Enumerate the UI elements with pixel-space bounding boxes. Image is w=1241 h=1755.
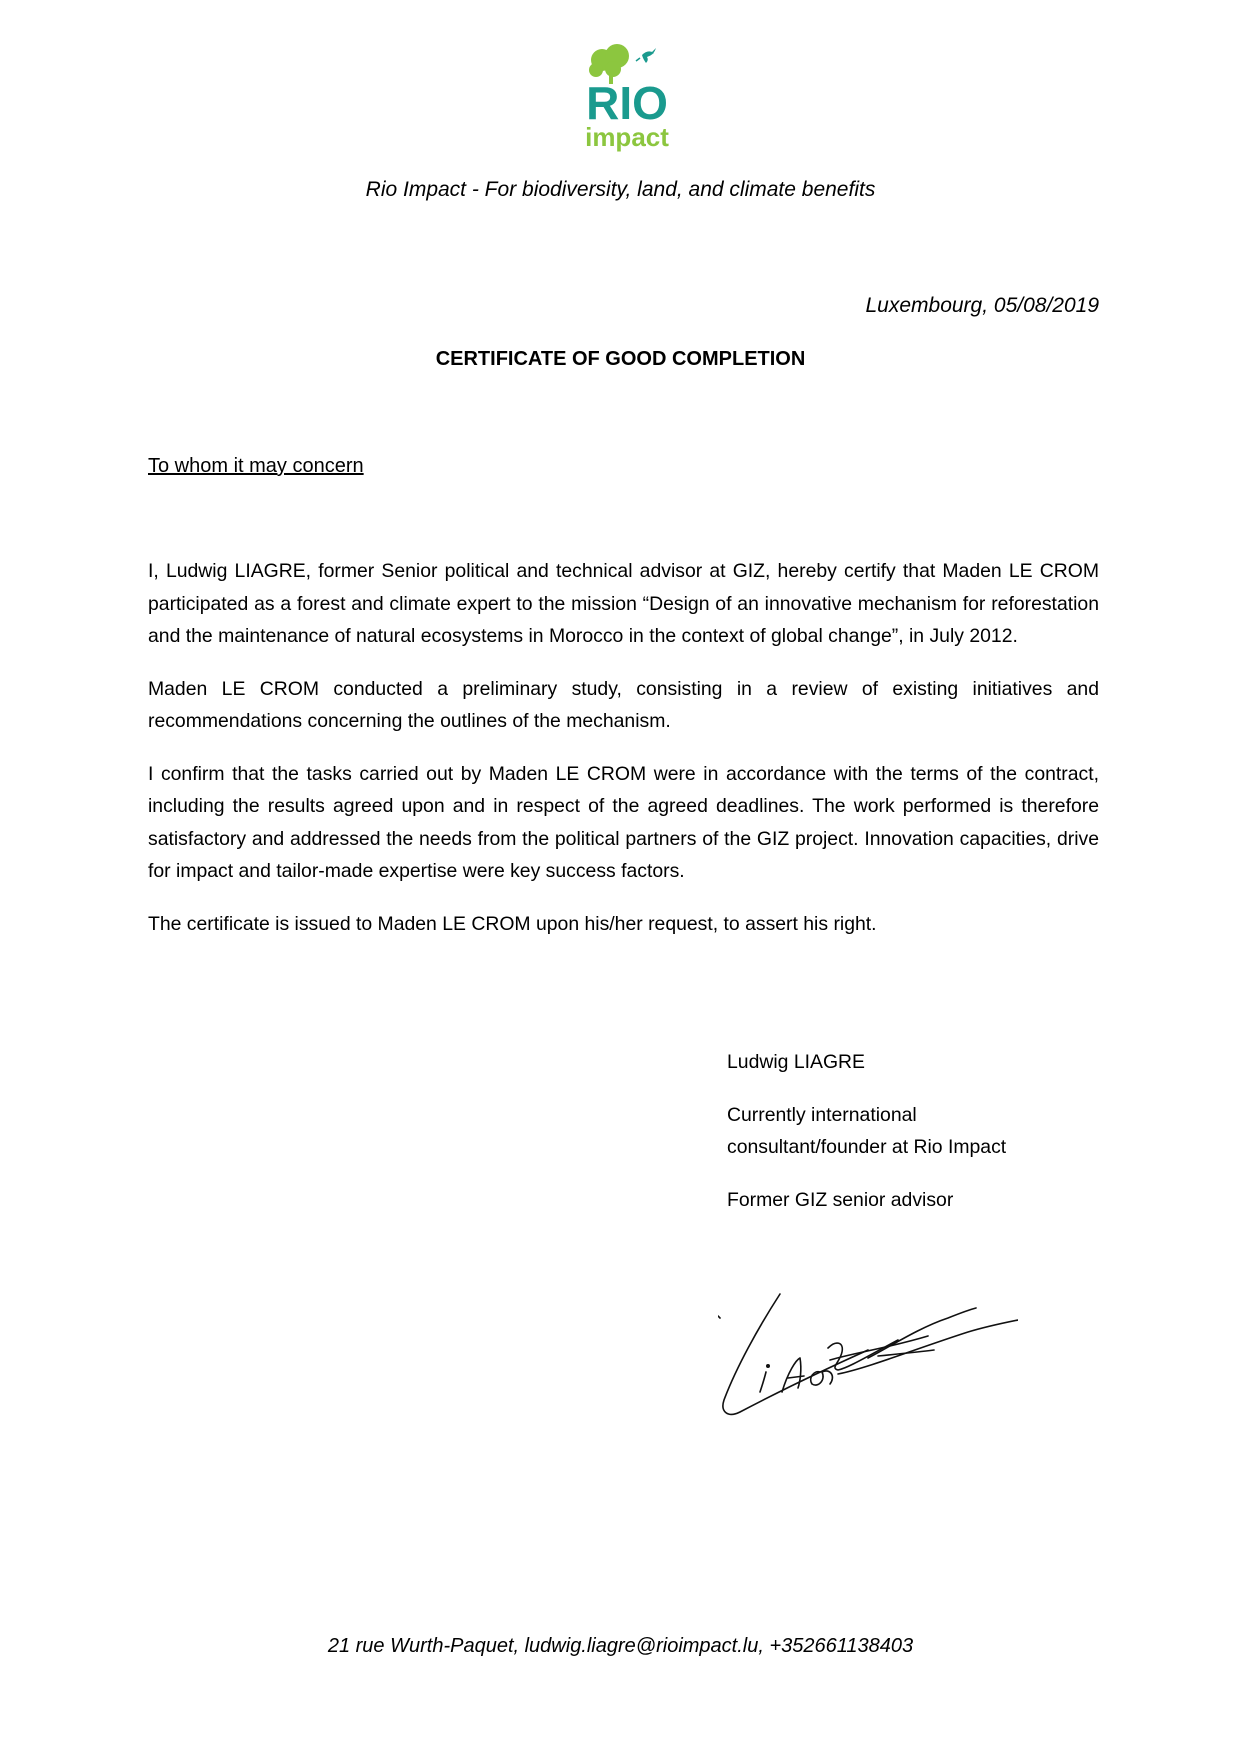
paragraph-1: I, Ludwig LIAGRE, former Senior political and technical advisor at GIZ, hereby certify that Maden LE CROM participated as a forest and climate expert to the mission “Design of an innovative mechanism for reforestation and the maintenance of natural ecosystems in Morocco in the context of global change”, in July 2012.: [148, 560, 1099, 647]
signatory-role-line2: consultant/founder at Rio Impact: [727, 1136, 1007, 1158]
salutation: To whom it may concern: [148, 455, 364, 477]
paragraph-2: Maden LE CROM conducted a preliminary study, consisting in a review of existing initiatives and recommendations concerning the outlines of the mechanism.: [148, 677, 1099, 732]
paragraph-3: I confirm that the tasks carried out by Maden LE CROM were in accordance with the terms of the contract, including the results agreed upon and in respect of the agreed deadlines. The work performed is therefore satisfactory and addressed the needs from the political partners of the GIZ project. Innovation capacities, drive for impact and tailor-made expertise were key success factors.: [148, 762, 1099, 882]
footer-contact: 21 rue Wurth-Paquet, ludwig.liagre@rioimpact.lu, +352661138403: [327, 1635, 914, 1657]
signatory-role-line1: Currently international: [727, 1104, 917, 1126]
signatory-role: [727, 1099, 1067, 1163]
rio-impact-logo: [570, 42, 685, 157]
svg-text:RIO: RIO: [586, 77, 668, 129]
signature-block: [727, 1046, 1067, 1237]
tagline: Rio Impact - For biodiversity, land, and climate benefits: [365, 178, 876, 201]
svg-text:impact: impact: [585, 122, 669, 152]
certificate-title: CERTIFICATE OF GOOD COMPLETION: [435, 348, 806, 370]
place-date: Luxembourg, 05/08/2019: [865, 294, 1099, 317]
handwritten-signature: [718, 1288, 1018, 1423]
paragraph-4: The certificate is issued to Maden LE CROM upon his/her request, to assert his right.: [148, 912, 877, 935]
signatory-name: Ludwig LIAGRE: [727, 1051, 865, 1073]
letter-body: [148, 555, 1099, 960]
signatory-former-role: Former GIZ senior advisor: [727, 1189, 954, 1211]
